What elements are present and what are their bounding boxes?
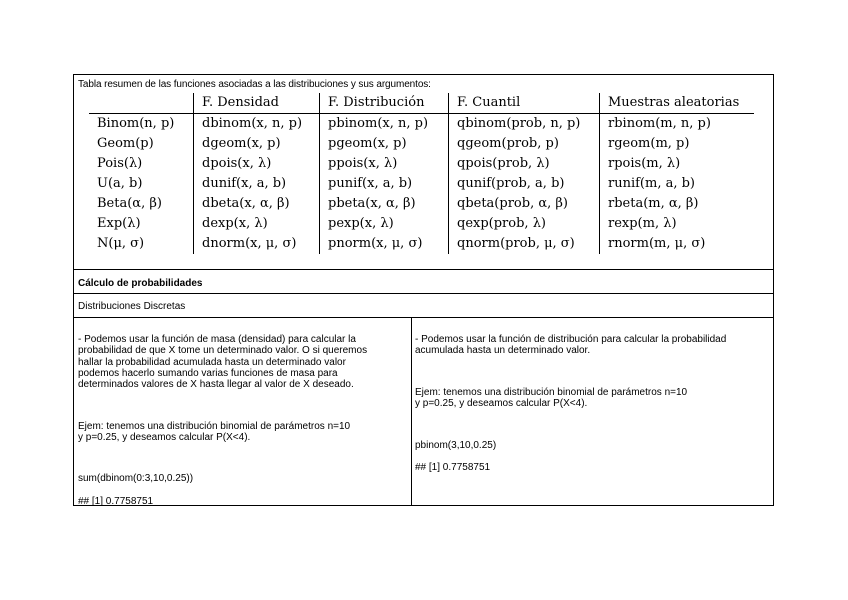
table-cell: rbinom(m, n, p) — [600, 114, 755, 135]
header-cell — [89, 93, 194, 114]
table-cell: pbinom(x, n, p) — [320, 114, 449, 135]
header-cell: Muestras aleatorias — [600, 93, 755, 114]
table-cell: pbeta(x, α, β) — [320, 194, 449, 214]
table-cell: Geom(p) — [97, 136, 154, 151]
left-column — [78, 323, 406, 518]
table-cell: runif(m, a, b) — [600, 174, 755, 194]
right-code: pbinom(3,10,0.25) — [415, 439, 497, 451]
table-cell: dunif(x, a, b) — [194, 174, 320, 194]
table-cell: rexp(m, λ) — [600, 214, 755, 234]
table-row — [89, 194, 754, 214]
table-row — [89, 234, 754, 254]
table-cell: ppois(x, λ) — [320, 154, 449, 174]
table-cell: punif(x, a, b) — [320, 174, 449, 194]
header-cell: F. Densidad — [194, 93, 320, 114]
table-cell: pnorm(x, μ, σ) — [320, 234, 449, 254]
left-example: Ejem: tenemos una distribución binomial de parámetros n=10 y p=0.25, y deseamos calcular P(X<4). — [78, 420, 351, 443]
divider — [74, 269, 773, 270]
table-cell: Beta(α, β) — [97, 196, 162, 211]
table-cell: Pois(λ) — [97, 156, 143, 171]
divider — [74, 317, 773, 318]
table-cell: Binom(n, p) — [97, 116, 175, 131]
table-cell: dbeta(x, α, β) — [194, 194, 320, 214]
table-cell: qnorm(prob, μ, σ) — [449, 234, 600, 254]
left-output: ## [1] 0.7758751 — [78, 495, 154, 507]
section-title: Cálculo de probabilidades — [78, 278, 203, 289]
table-cell: dbinom(x, n, p) — [194, 114, 320, 135]
table-row — [89, 114, 754, 135]
distribution-table — [89, 93, 754, 254]
left-paragraph: - Podemos usar la función de masa (densidad) para calcular la probabilidad de que X tome un determinado valor. O si queremos hallar la probabilidad acumulada hasta un determinado valor podemos hacerlo sumando varias funciones de masa para determinados valores de X hasta llegar al valor de X deseado. — [78, 334, 368, 391]
right-output: ## [1] 0.7758751 — [415, 462, 491, 474]
table-cell: qexp(prob, λ) — [449, 214, 600, 234]
table-cell: dpois(x, λ) — [194, 154, 320, 174]
table-row — [89, 134, 754, 154]
table-cell: pexp(x, λ) — [320, 214, 449, 234]
table-cell: rnorm(m, μ, σ) — [600, 234, 755, 254]
table-cell: dexp(x, λ) — [194, 214, 320, 234]
table-cell: qbeta(prob, α, β) — [449, 194, 600, 214]
right-column — [415, 323, 771, 485]
divider — [74, 293, 773, 294]
table-cell: rbeta(m, α, β) — [600, 194, 755, 214]
table-header-row — [89, 93, 754, 114]
table-cell: qgeom(prob, p) — [449, 134, 600, 154]
table-cell: rgeom(m, p) — [600, 134, 755, 154]
sub-title: Distribuciones Discretas — [78, 301, 186, 312]
table-row — [89, 214, 754, 234]
table-cell: qbinom(prob, n, p) — [449, 114, 600, 135]
document-frame — [73, 74, 774, 506]
left-code: sum(dbinom(0:3,10,0.25)) — [78, 473, 194, 485]
table-row — [89, 154, 754, 174]
table-cell: U(a, b) — [97, 176, 143, 191]
table-cell: dgeom(x, p) — [194, 134, 320, 154]
table-cell: N(μ, σ) — [97, 236, 145, 251]
table-cell: qpois(prob, λ) — [449, 154, 600, 174]
table-cell: Exp(λ) — [97, 216, 141, 231]
right-example: Ejem: tenemos una distribución binomial de parámetros n=10 y p=0.25, y deseamos calcular P(X<4). — [415, 387, 688, 410]
table-caption: Tabla resumen de las funciones asociadas a las distribuciones y sus argumentos: — [78, 79, 431, 90]
table-cell: pgeom(x, p) — [320, 134, 449, 154]
header-cell: F. Distribución — [320, 93, 449, 114]
table-row — [89, 174, 754, 194]
table-cell: dnorm(x, μ, σ) — [194, 234, 320, 254]
header-cell: F. Cuantil — [449, 93, 600, 114]
table-cell: rpois(m, λ) — [600, 154, 755, 174]
column-divider — [411, 317, 412, 505]
right-paragraph: - Podemos usar la función de distribución para calcular la probabilidad acumulada hasta un determinado valor. — [415, 334, 727, 357]
table-cell: qunif(prob, a, b) — [449, 174, 600, 194]
